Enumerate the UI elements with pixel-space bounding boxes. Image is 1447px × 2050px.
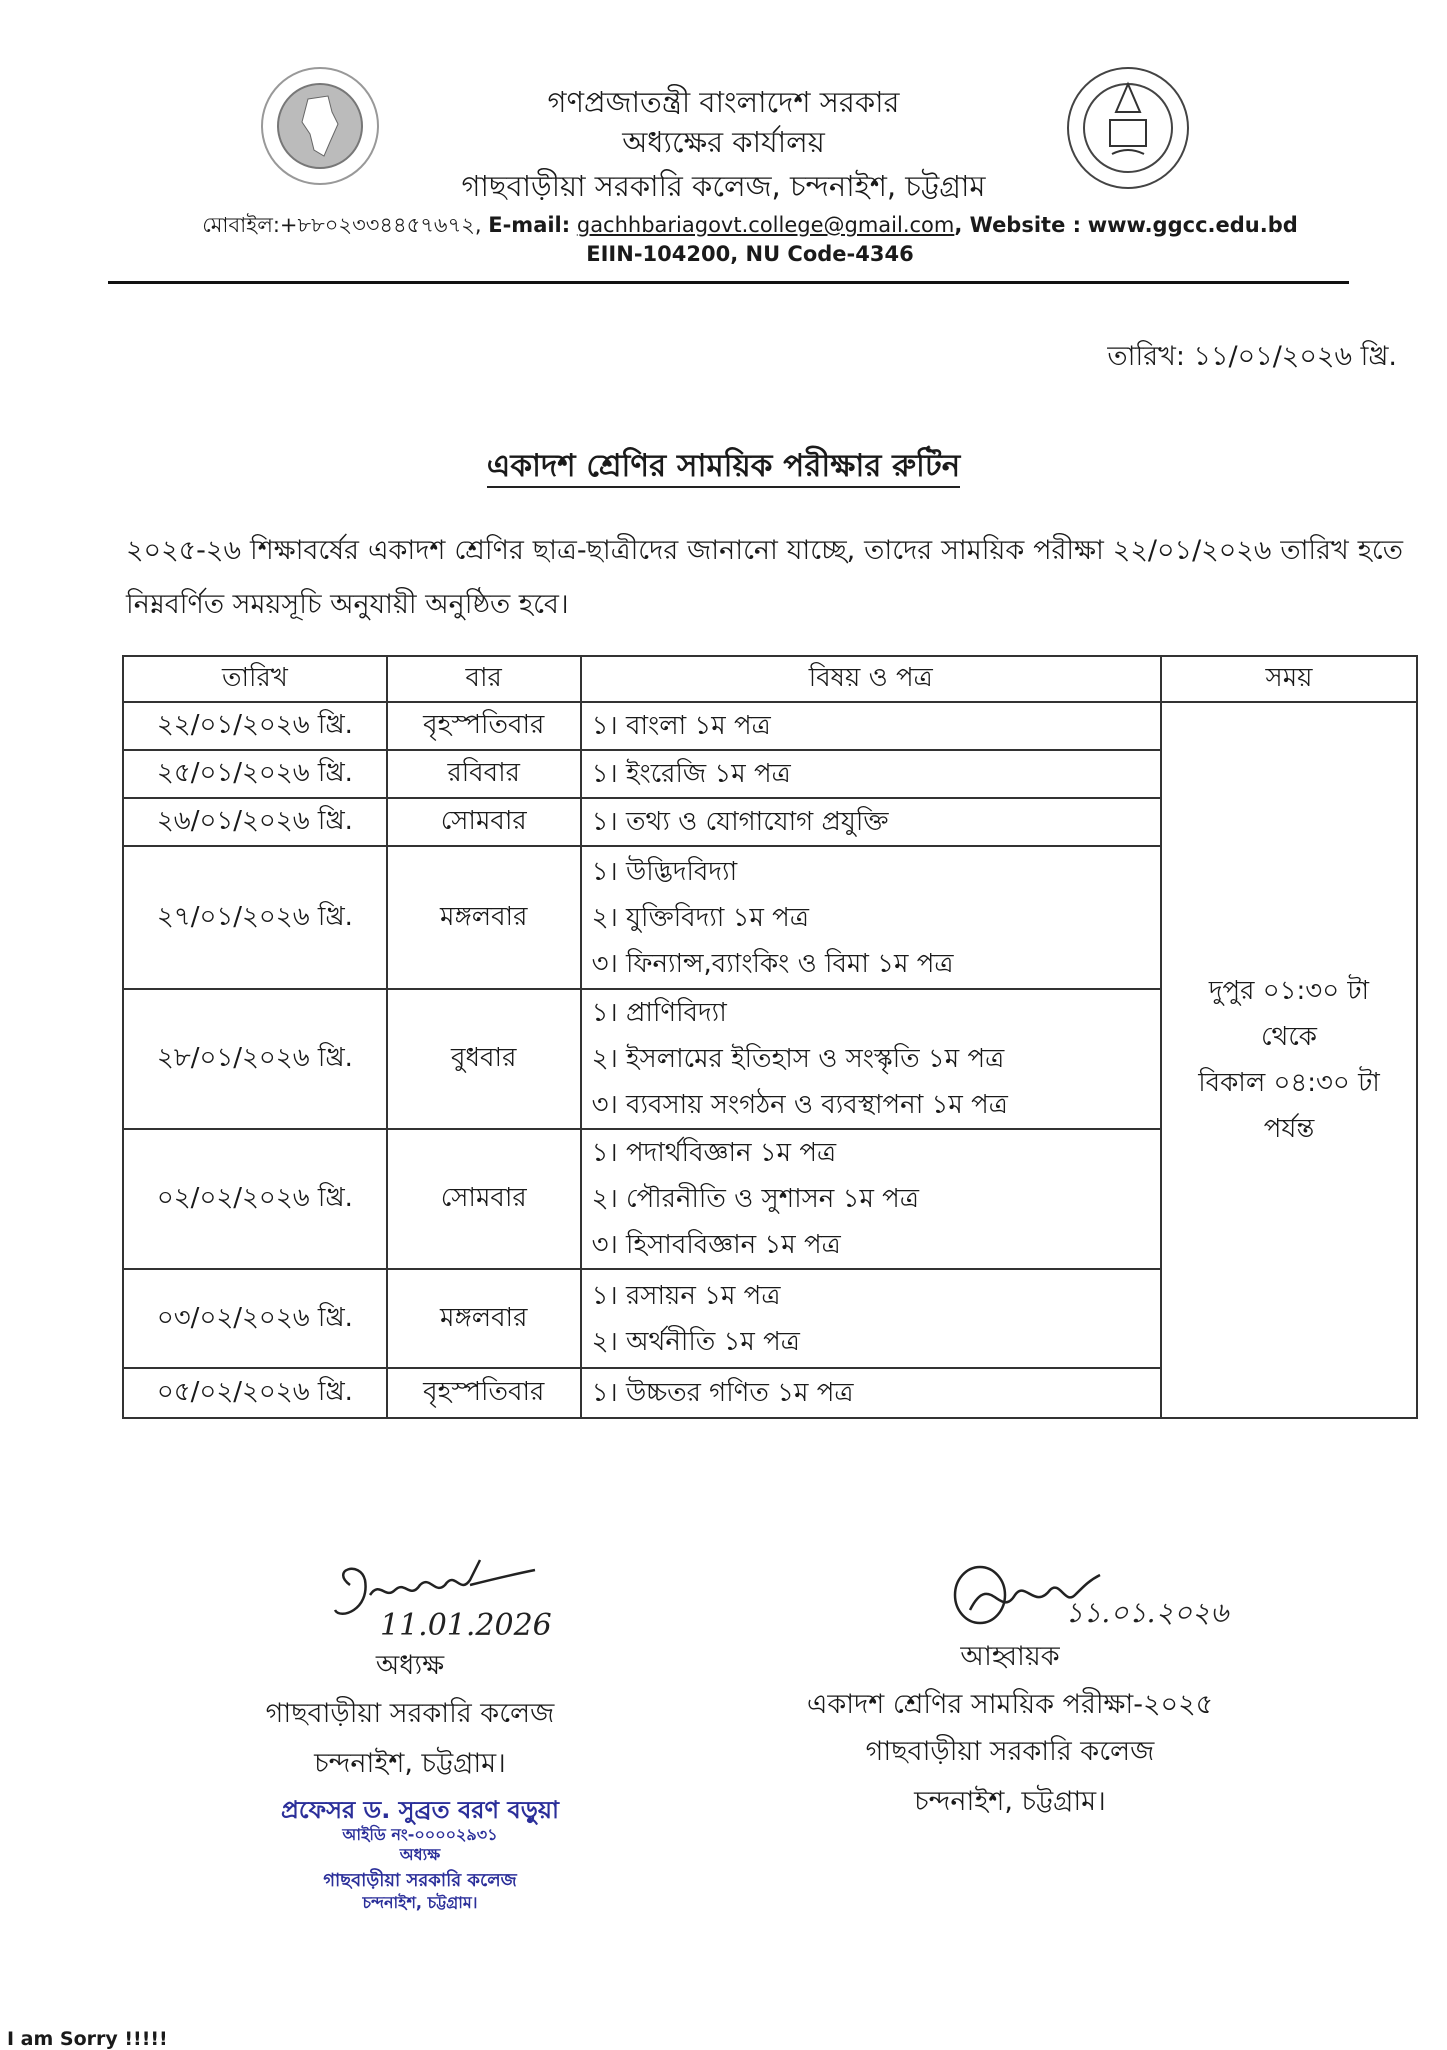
college-name: গাছবাড়ীয়া সরকারি কলেজ, চন্দনাইশ, চট্টগ্রাম [461, 169, 986, 203]
stamp-college: গাছবাড়ীয়া সরকারি কলেজ [323, 1870, 517, 1891]
principal-designation: অধ্যক্ষ [375, 1650, 445, 1681]
subject-item: ৩। হিসাববিজ্ঞান ১ম পত্র [591, 1230, 841, 1260]
cell-date: ২৫/০১/২০২৬ খ্রি. [123, 750, 387, 798]
subject-item: ৩। ফিন্যান্স,ব্যাংকিং ও বিমা ১ম পত্র [591, 948, 954, 979]
convener-signature-icon [940, 1550, 1280, 1640]
cell-day: সোমবার [387, 1129, 581, 1269]
subject-item: ৩। ব্যবসায় সংগঠন ও ব্যবস্থাপনা ১ম পত্র [591, 1090, 1008, 1120]
cell-subjects [581, 989, 1161, 1129]
cell-date: ২৬/০১/২০২৬ খ্রি. [123, 798, 387, 846]
cell-time [1161, 702, 1417, 1418]
time-line: দুপুর ০১:৩০ টা [1208, 976, 1370, 1006]
footer-note: I am Sorry !!!!! [7, 2028, 168, 2050]
principal-signature-icon [320, 1540, 570, 1640]
header-time: সময় [1161, 656, 1417, 702]
cell-subjects [581, 1129, 1161, 1269]
cell-day: রবিবার [387, 750, 581, 798]
cell-subjects [581, 750, 1161, 798]
cell-day: বৃহস্পতিবার [387, 1368, 581, 1418]
subject-item: ১। উচ্চতর গণিত ১ম পত্র [591, 1378, 854, 1408]
subject-item: ১। উদ্ভিদবিদ্যা [591, 856, 738, 887]
table-header-row [123, 656, 1417, 702]
cell-day: মঙ্গলবার [387, 1269, 581, 1368]
convener-designation: আহ্বায়ক [960, 1641, 1060, 1672]
convener-exam-line: একাদশ শ্রেণির সাময়িক পরীক্ষা-২০২৫ [806, 1689, 1214, 1720]
table-row [123, 702, 1417, 750]
email-label: E-mail: [488, 213, 571, 237]
convener-signed-date: ১১.০১.২০২৬ [1065, 1596, 1229, 1629]
website-label: , Website : [954, 213, 1082, 237]
stamp-location: চন্দনাইশ, চট্টগ্রাম। [362, 1893, 478, 1912]
notice-title [0, 442, 1447, 494]
cell-date: ০২/০২/২০২৬ খ্রি. [123, 1129, 387, 1269]
exam-routine-table [122, 655, 1418, 1419]
mobile-number: মোবাইল:+৮৮০২৩৩৪৪৫৭৬৭২, [202, 213, 482, 237]
notice-date: তারিখ: ১১/০১/২০২৬ খ্রি. [1107, 341, 1397, 372]
header-date: তারিখ [123, 656, 387, 702]
cell-date: ২৮/০১/২০২৬ খ্রি. [123, 989, 387, 1129]
time-line: বিকাল ০৪:৩০ টা [1198, 1068, 1380, 1098]
cell-date: ০৫/০২/২০২৬ খ্রি. [123, 1368, 387, 1418]
subject-item: ১। প্রাণিবিদ্যা [591, 998, 727, 1028]
convener-location: চন্দনাইশ, চট্টগ্রাম। [914, 1786, 1106, 1817]
cell-subjects [581, 1368, 1161, 1418]
convener-college: গাছবাড়ীয়া সরকারি কলেজ [865, 1736, 1155, 1767]
cell-day: বৃহস্পতিবার [387, 702, 581, 750]
time-line: পর্যন্ত [1263, 1114, 1315, 1144]
subject-item: ২। ইসলামের ইতিহাস ও সংস্কৃতি ১ম পত্র [591, 1044, 1005, 1074]
cell-subjects [581, 1269, 1161, 1368]
cell-subjects [581, 702, 1161, 750]
cell-subjects [581, 846, 1161, 989]
subject-item: ১। রসায়ন ১ম পত্র [591, 1280, 781, 1311]
office-name: অধ্যক্ষের কার্যালয় [622, 125, 825, 159]
header-divider [108, 281, 1349, 284]
subject-item: ১। ইংরেজি ১ম পত্র [591, 759, 791, 789]
principal-location: চন্দনাইশ, চট্টগ্রাম। [314, 1748, 506, 1779]
principal-signed-date: 11.01.2026 [380, 1608, 552, 1640]
email-link[interactable]: gachhbariagovt.college@gmail.com [576, 213, 955, 237]
notice-paragraph: ২০২৫-২৬ শিক্ষাবর্ষের একাদশ শ্রেণির ছাত্র-ছাত্রীদের জানানো যাচ্ছে, তাদের সাময়িক পরীক্ষা ২২/০১/২০২৬ তারিখ হতে নিম্নবর্ণিত সময়সূচি অনুযায়ী অনুষ্ঠিত হবে। [126, 535, 1403, 620]
cell-date: ২৭/০১/২০২৬ খ্রি. [123, 846, 387, 989]
principal-college: গাছবাড়ীয়া সরকারি কলেজ [265, 1698, 555, 1729]
contact-line [150, 209, 1350, 244]
cell-day: সোমবার [387, 798, 581, 846]
cell-day: বুধবার [387, 989, 581, 1129]
govt-name: গণপ্রজাতন্ত্রী বাংলাদেশ সরকার [547, 85, 900, 119]
cell-date: ০৩/০২/২০২৬ খ্রি. [123, 1269, 387, 1368]
header-day: বার [387, 656, 581, 702]
cell-subjects [581, 798, 1161, 846]
stamp-designation: অধ্যক্ষ [399, 1845, 441, 1864]
subject-item: ২। পৌরনীতি ও সুশাসন ১ম পত্র [591, 1184, 919, 1214]
notice-title-text: একাদশ শ্রেণির সাময়িক পরীক্ষার রুটিন [487, 448, 961, 488]
header-subject: বিষয় ও পত্র [581, 656, 1161, 702]
cell-date: ২২/০১/২০২৬ খ্রি. [123, 702, 387, 750]
time-line: থেকে [1260, 1022, 1317, 1052]
institution-codes: EIIN-104200, NU Code-4346 [586, 242, 914, 266]
cell-day: মঙ্গলবার [387, 846, 581, 989]
stamp-id: আইডি নং-০০০০২৯৩১ [342, 1825, 498, 1844]
website-link[interactable]: www.ggcc.edu.bd [1087, 213, 1298, 237]
stamp-name: প্রফেসর ড. সুব্রত বরণ বড়ুয়া [281, 1796, 559, 1824]
subject-item: ২। যুক্তিবিদ্যা ১ম পত্র [591, 902, 809, 933]
subject-item: ১। বাংলা ১ম পত্র [591, 711, 771, 741]
subject-item: ১। তথ্য ও যোগাযোগ প্রযুক্তি [591, 807, 889, 837]
subject-item: ২। অর্থনীতি ১ম পত্র [591, 1326, 800, 1357]
subject-item: ১। পদার্থবিজ্ঞান ১ম পত্র [591, 1138, 837, 1168]
